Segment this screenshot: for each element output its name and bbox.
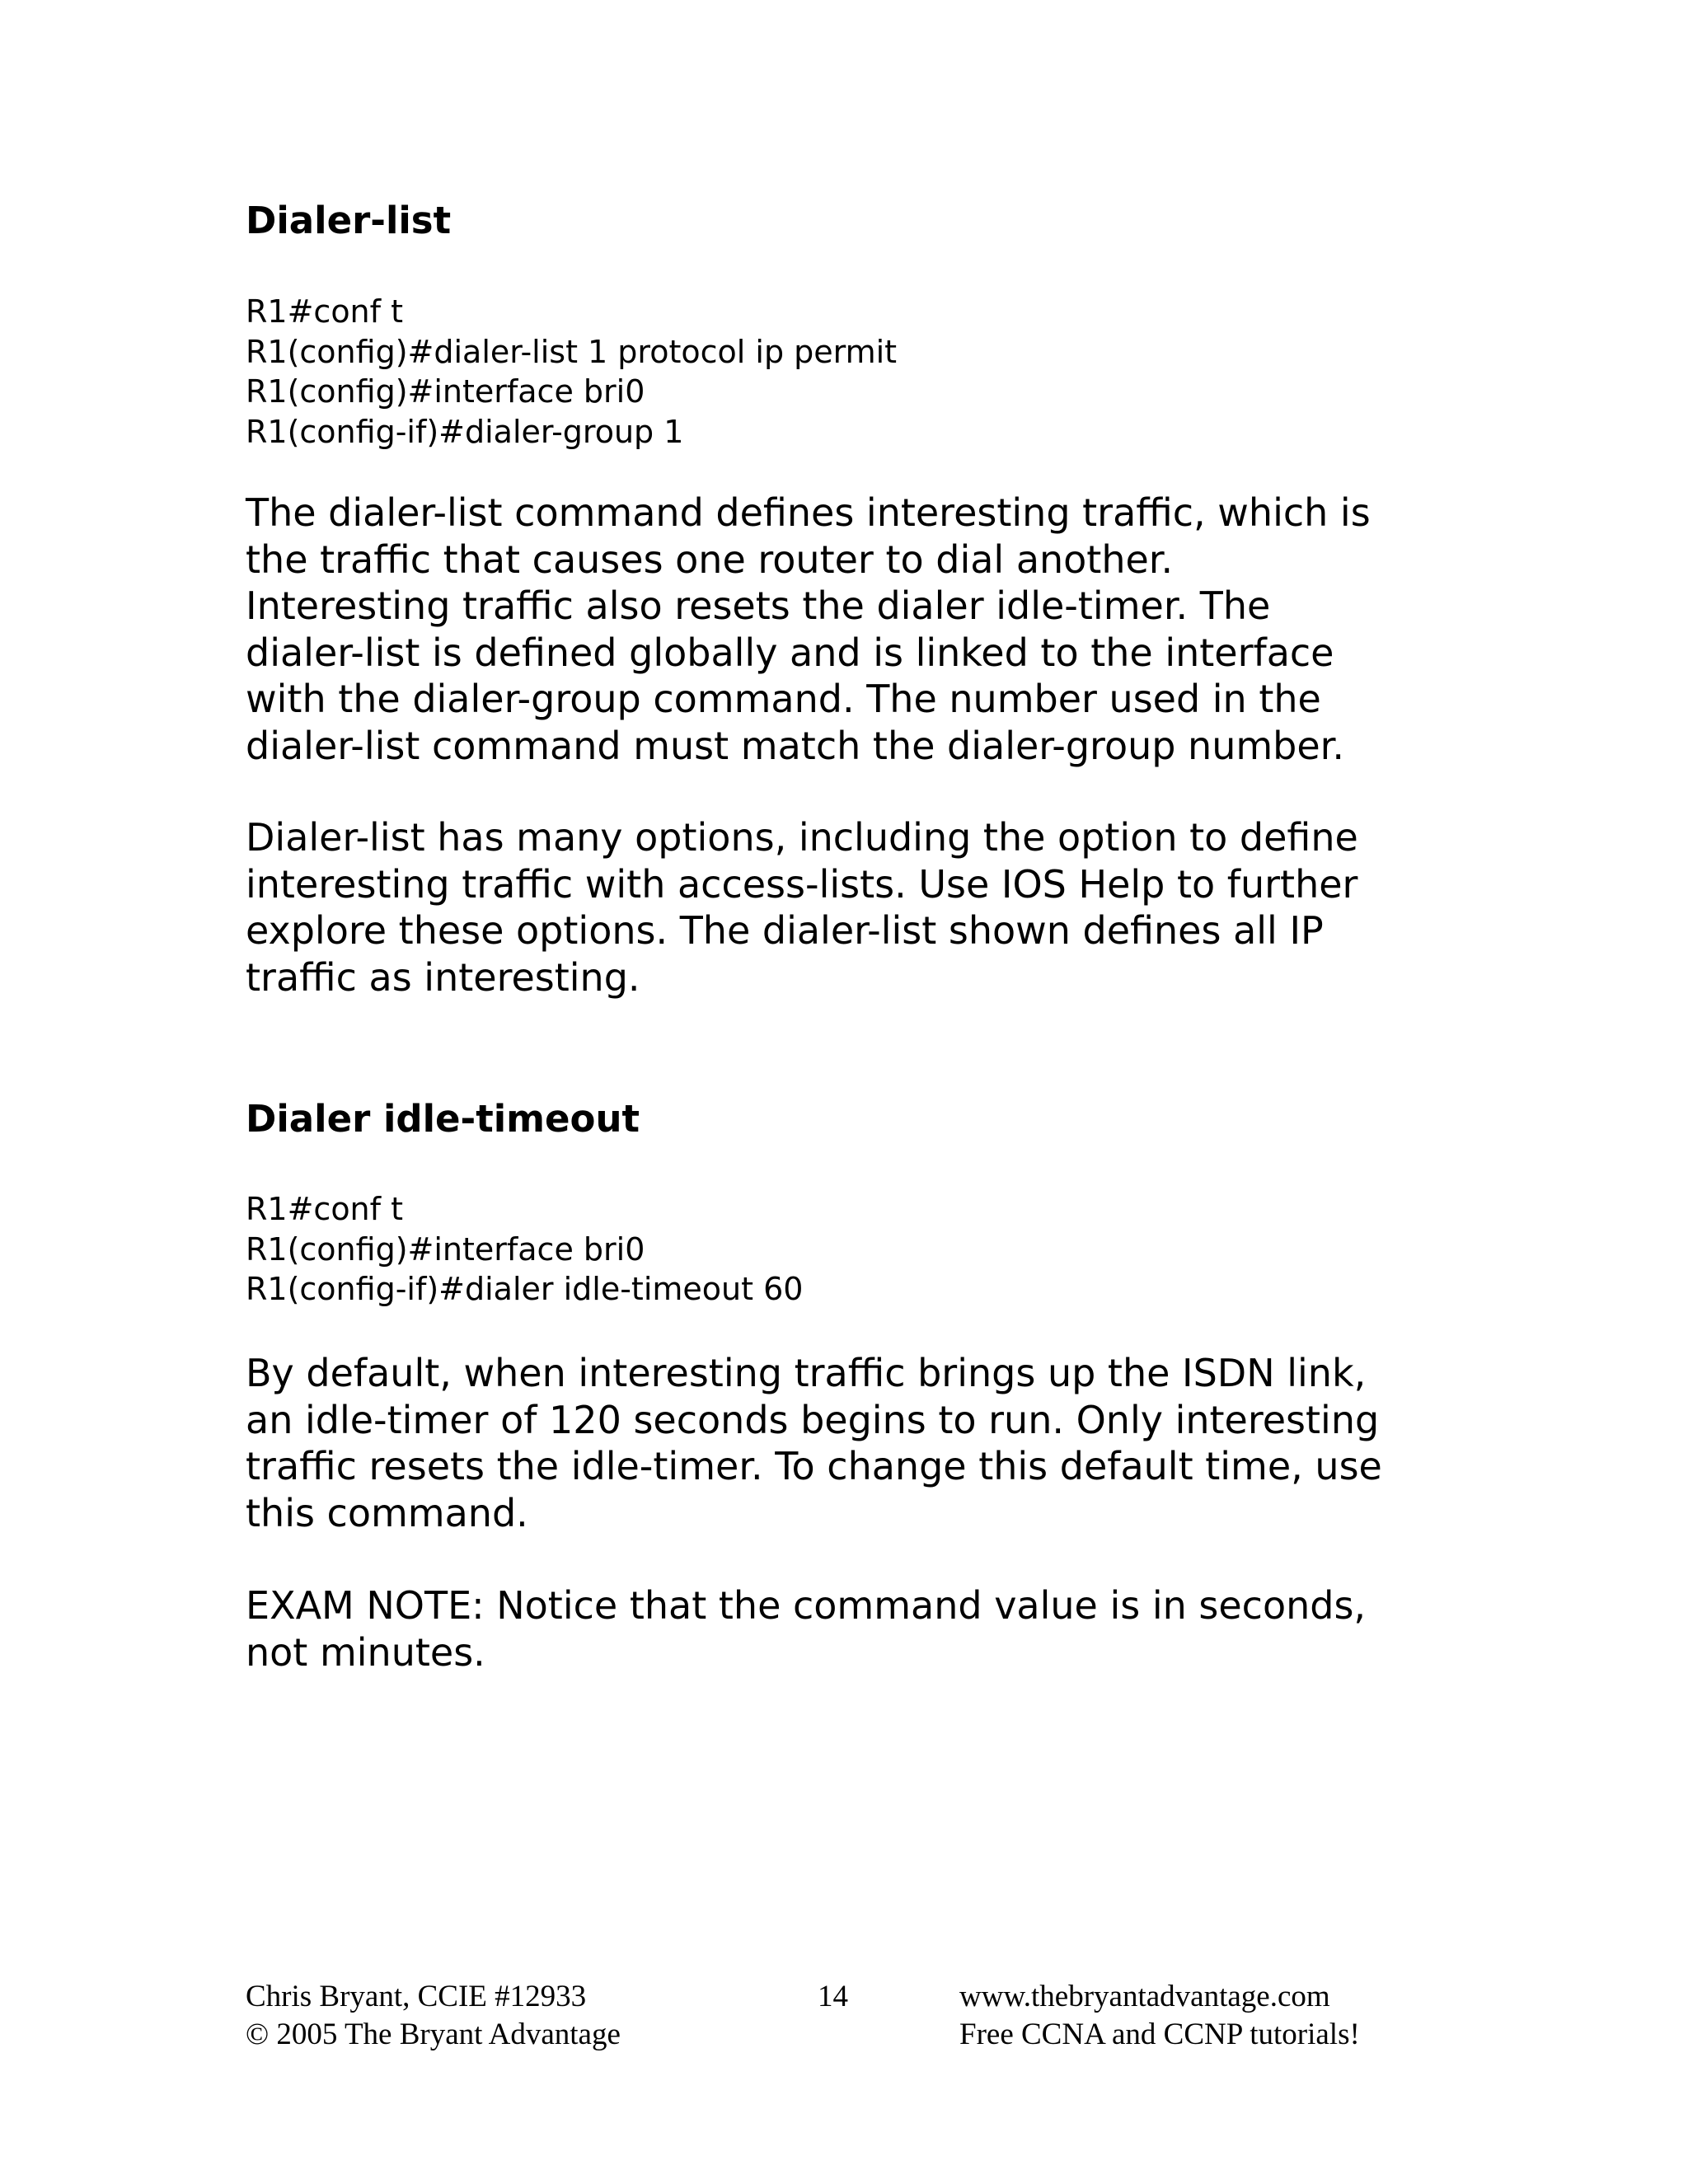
text-line: an idle-timer of 120 seconds begins to run. Only interesting bbox=[246, 1397, 1380, 1442]
footer-copyright: © 2005 The Bryant Advantage bbox=[246, 2018, 621, 2051]
text-line: dialer-list is defined globally and is linked to the interface bbox=[246, 630, 1334, 675]
code-line: R1#conf t bbox=[246, 293, 404, 330]
text-line: traffic resets the idle-timer. To change this default time, use bbox=[246, 1444, 1382, 1488]
paragraph-idle-timer-default bbox=[246, 1350, 1382, 1536]
text-line: the traffic that causes one router to dial another. bbox=[246, 537, 1174, 582]
text-line: Dialer-list has many options, including the option to define bbox=[246, 815, 1358, 860]
text-line: The dialer-list command defines interesting traffic, which is bbox=[246, 490, 1371, 535]
code-block-idle-timeout bbox=[246, 1189, 803, 1310]
page-number: 14 bbox=[818, 1980, 848, 2013]
text-line: interesting traffic with access-lists. Use IOS Help to further bbox=[246, 861, 1358, 907]
paragraph-interesting-traffic bbox=[246, 490, 1371, 769]
footer-left bbox=[246, 1978, 621, 2054]
text-line: this command. bbox=[246, 1490, 528, 1535]
text-line: dialer-list command must match the dialer-group number. bbox=[246, 723, 1344, 768]
paragraph-dialer-list-options bbox=[246, 814, 1358, 1001]
paragraph-exam-note bbox=[246, 1582, 1366, 1675]
text-line: explore these options. The dialer-list shown defines all IP bbox=[246, 908, 1324, 953]
code-line: R1#conf t bbox=[246, 1191, 404, 1227]
footer-page-number bbox=[818, 1978, 848, 2016]
section-heading-dialer-idle-timeout: Dialer idle-timeout bbox=[246, 1097, 640, 1141]
text-line: with the dialer-group command. The number used in the bbox=[246, 677, 1321, 721]
section-heading-dialer-list: Dialer-list bbox=[246, 199, 452, 242]
text-line: By default, when interesting traffic brings up the ISDN link, bbox=[246, 1351, 1367, 1395]
code-block-dialer-list bbox=[246, 292, 897, 452]
text-line: Interesting traffic also resets the dialer idle-timer. The bbox=[246, 583, 1271, 628]
code-line: R1(config-if)#dialer idle-timeout 60 bbox=[246, 1271, 804, 1307]
text-line: not minutes. bbox=[246, 1629, 485, 1675]
code-line: R1(config)#interface bri0 bbox=[246, 1230, 645, 1268]
footer-right bbox=[959, 1978, 1360, 2054]
code-line: R1(config-if)#dialer-group 1 bbox=[246, 413, 684, 450]
code-line: R1(config)#dialer-list 1 protocol ip permit bbox=[246, 333, 898, 370]
footer-website: www.thebryantadvantage.com bbox=[959, 1980, 1330, 2013]
footer-tagline: Free CCNA and CCNP tutorials! bbox=[959, 2018, 1360, 2051]
footer-author: Chris Bryant, CCIE #12933 bbox=[246, 1980, 587, 2013]
text-line: traffic as interesting. bbox=[246, 954, 640, 1000]
text-line: EXAM NOTE: Notice that the command value is in seconds, bbox=[246, 1583, 1367, 1628]
code-line: R1(config)#interface bri0 bbox=[246, 373, 645, 410]
